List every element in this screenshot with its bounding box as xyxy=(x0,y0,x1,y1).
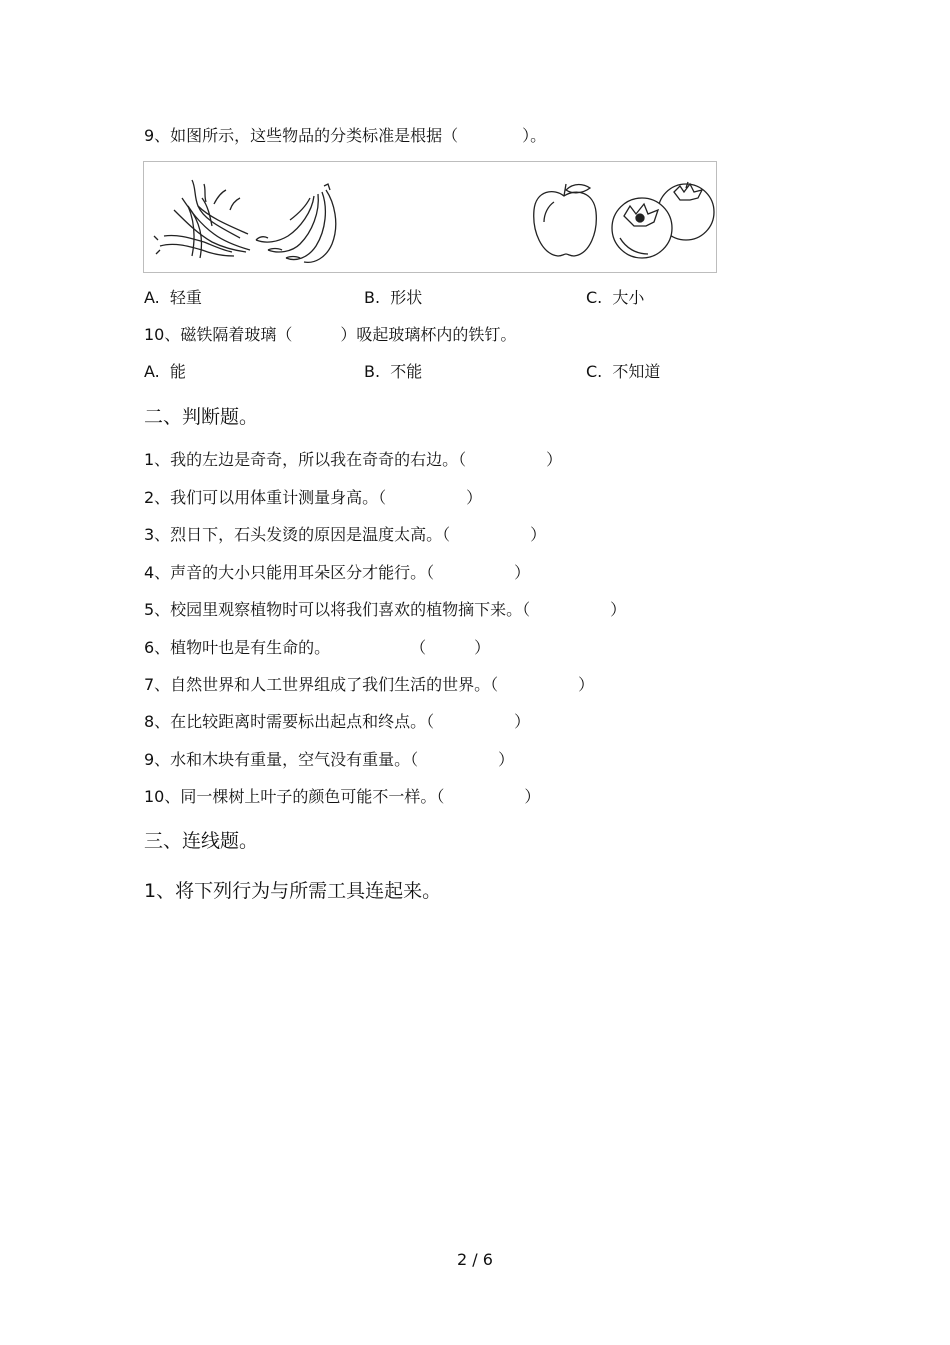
judgement-item-1: 1、我的左边是奇奇，所以我在奇奇的右边。（ ） xyxy=(144,450,563,469)
section-2-title: 二、判断题。 xyxy=(144,406,259,428)
question-10-option-b[interactable]: B. 不能 xyxy=(364,362,423,381)
judgement-item-10: 10、同一棵树上叶子的颜色可能不一样。（ ） xyxy=(144,787,541,806)
question-10-option-c[interactable]: C. 不知道 xyxy=(586,362,661,381)
apple-icon xyxy=(528,180,600,260)
judgement-item-2: 2、我们可以用体重计测量身高。（ ） xyxy=(144,488,483,507)
question-9-stem: 9、如图所示，这些物品的分类标准是根据（ ）。 xyxy=(144,126,547,145)
judgement-item-9: 9、水和木块有重量，空气没有重量。（ ） xyxy=(144,750,515,769)
question-9-option-a[interactable]: A. 轻重 xyxy=(144,288,202,307)
matching-question-1: 1、将下列行为与所需工具连起来。 xyxy=(144,880,442,902)
section-3-title: 三、连线题。 xyxy=(144,830,259,852)
question-10-option-a[interactable]: A. 能 xyxy=(144,362,186,381)
judgement-item-3: 3、烈日下，石头发烫的原因是温度太高。（ ） xyxy=(144,525,547,544)
page-number: 2 / 6 xyxy=(457,1250,493,1269)
judgement-item-8: 8、在比较距离时需要标出起点和终点。（ ） xyxy=(144,712,531,731)
persimmons-icon xyxy=(606,178,716,262)
judgement-item-5: 5、校园里观察植物时可以将我们喜欢的植物摘下来。（ ） xyxy=(144,600,627,619)
question-9-option-c[interactable]: C. 大小 xyxy=(586,288,645,307)
question-9-option-b[interactable]: B. 形状 xyxy=(364,288,423,307)
judgement-item-7: 7、自然世界和人工世界组成了我们生活的世界。（ ） xyxy=(144,675,595,694)
judgement-item-4: 4、声音的大小只能用耳朵区分才能行。（ ） xyxy=(144,563,531,582)
judgement-item-6: 6、植物叶也是有生命的。 （ ） xyxy=(144,638,491,657)
bananas-icon xyxy=(252,182,347,266)
question-9-figure xyxy=(143,161,717,273)
question-10-stem: 10、磁铁隔着玻璃（ ）吸起玻璃杯内的铁钉。 xyxy=(144,325,517,344)
chili-peppers-icon xyxy=(152,176,257,268)
